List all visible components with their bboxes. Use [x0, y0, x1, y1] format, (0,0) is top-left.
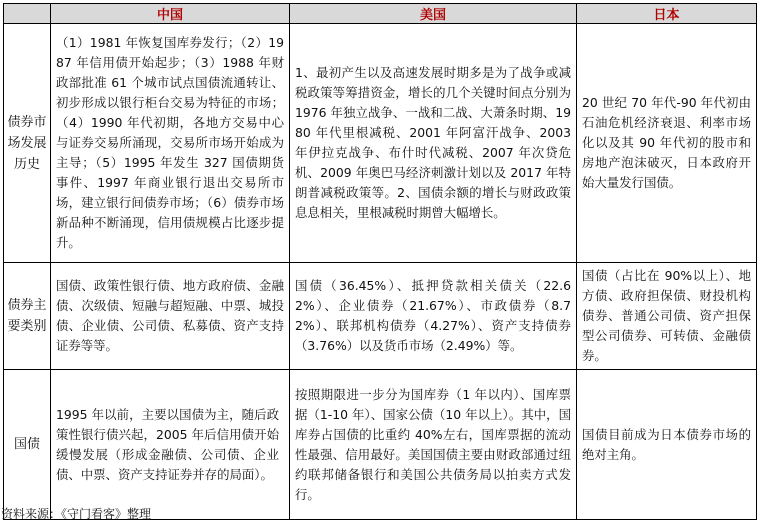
- table-row: [4, 24, 757, 263]
- cell-japan-treasury: 国债目前成为日本债券市场的绝对主角。: [577, 370, 757, 520]
- header-corner: [4, 4, 51, 24]
- cell-usa-history: 1、最初产生以及高速发展时期多是为了战争或减税政策等筹措资金，增长的几个关键时间点分别为 1976 年独立战争、一战和二战、大萧条时期、1980 年代里根减税、2001 年阿富汗战争、2003 年伊拉克战争、布什时代减税、2007 年次贷危机、2009 年奥巴马经济刺激计划以及 2017 年特朗普减税政策等。2、国债余额的增长与财政政策息息相关，里根减税时期曾大幅增长。: [290, 24, 577, 263]
- comparison-table: [3, 3, 757, 520]
- row-label-categories: 债券主要类别: [4, 263, 51, 370]
- cell-china-categories: 国债、政策性银行债、地方政府债、金融债、次级债、短融与超短融、中票、城投债、企业债、公司债、私募债、资产支持证券等等。: [51, 263, 290, 370]
- cell-usa-treasury: 按照期限进一步分为国库券（1 年以内）、国库票据（1-10 年）、国家公债（10 年以上）。其中，国库券占国债的比重约 40%左右，国库票据的流动性最强、信用最好。美国国债主要由财政部通过纽约联邦储备银行和美国公共债务局以拍卖方式发行。: [290, 370, 577, 520]
- source-note: 资料来源：《守门看客》整理: [1, 507, 152, 521]
- cell-china-history: （1）1981 年恢复国库券发行；（2）1987 年信用债开始起步；（3）1988 年财政部批准 61 个城市试点国债流通转让、初步形成以银行柜台交易为特征的市场；（4）1990 年代初期，各地方交易中心与证券交易所涌现，交易所市场开始成为主导；（5）1995 年发生 327 国债期货事件、1997 年商业银行退出交易所市场，建立银行间债券市场；（6）债券市场新品种不断涌现，信用债规模占比逐步提升。: [51, 24, 290, 263]
- cell-usa-categories: 国债（36.45%）、抵押贷款相关债关（22.62%）、企业债券（21.67%）、市政债券（8.72%）、联邦机构债券（4.27%）、资产支持债券（3.76%）以及货币市场（2.49%）等。: [290, 263, 577, 370]
- header-usa: 美国: [290, 4, 577, 24]
- header-china: 中国: [51, 4, 290, 24]
- table-row: [4, 370, 757, 520]
- cell-japan-history: 20 世纪 70 年代-90 年代初由石油危机经济衰退、利率市场化以及其 90 年代初的股市和房地产泡沫破灭，日本政府开始大量发行国债。: [577, 24, 757, 263]
- table-row: [4, 263, 757, 370]
- row-label-treasury: 国债: [4, 370, 51, 520]
- cell-japan-categories: 国债（占比在 90%以上）、地方债、政府担保债、财投机构债券、普通公司债、资产担保型公司债券、可转债、金融债券。: [577, 263, 757, 370]
- row-label-history: 债券市场发展历史: [4, 24, 51, 263]
- header-row: [4, 4, 757, 24]
- cell-china-treasury: 1995 年以前，主要以国债为主，随后政策性银行债兴起，2005 年后信用债开始缓慢发展（形成金融债、公司债、企业债、中票、资产支持证券并存的局面）。: [51, 370, 290, 520]
- header-japan: 日本: [577, 4, 757, 24]
